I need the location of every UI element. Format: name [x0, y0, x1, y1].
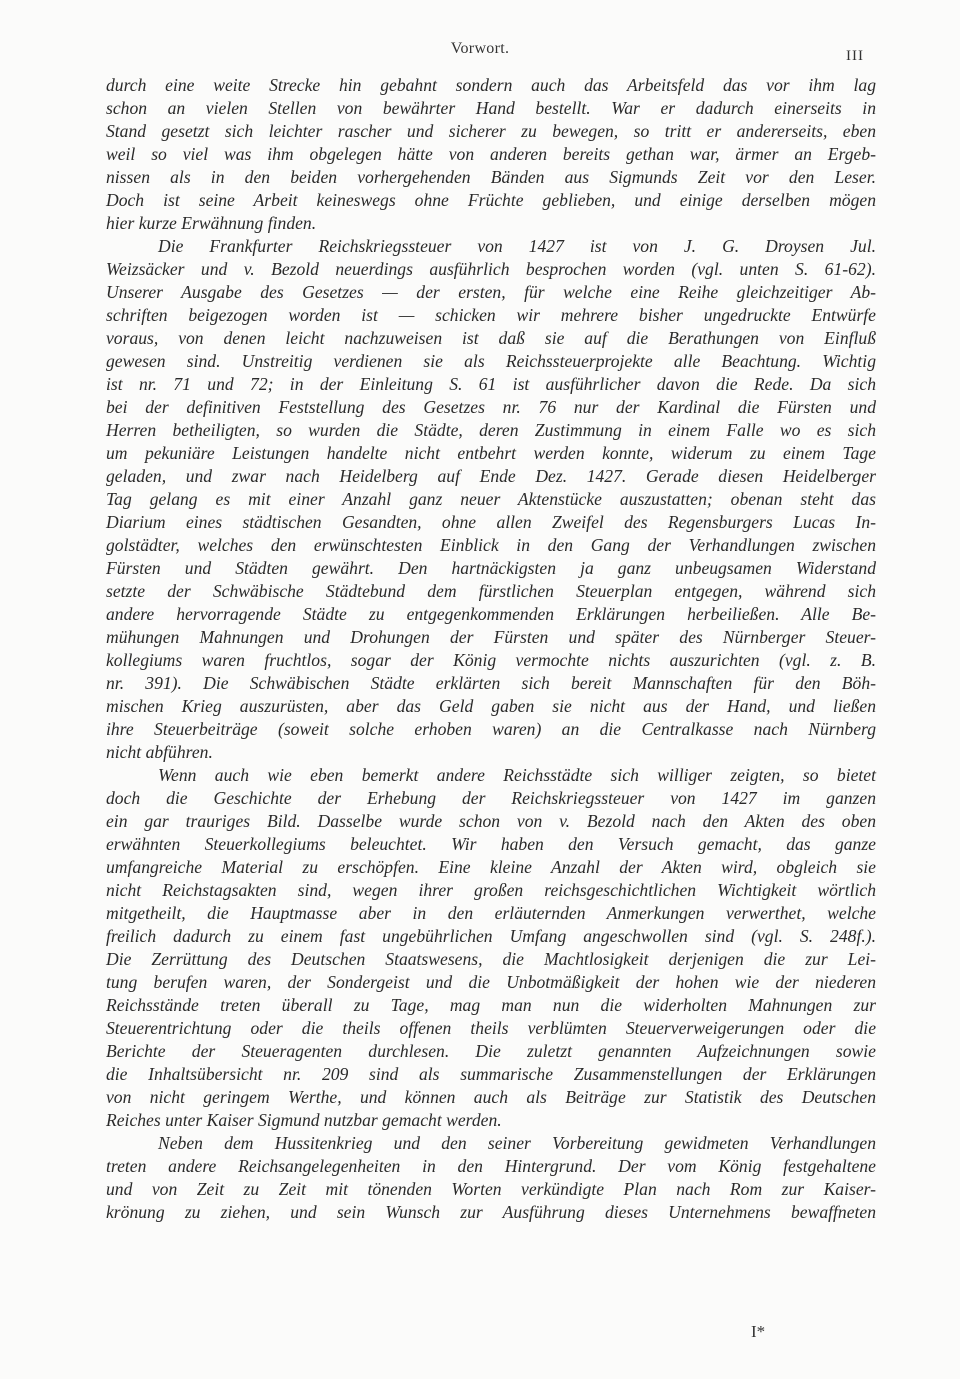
text-line: Unserer Ausgabe des Gesetzes — der ersten, für welche eine Reihe gleichzeitiger Ab-	[106, 282, 876, 302]
signature-mark: I*	[751, 1322, 766, 1341]
text-line: umfangreiche Material zu erschöpfen. Eine kleine Anzahl der Akten wird, obgleich sie	[106, 857, 876, 877]
running-head: Vorwort.	[450, 40, 510, 57]
text-line: ist nr. 71 und 72; in der Einleitung S. 61 ist ausführlicher davon die Rede. Da sich	[106, 374, 876, 394]
text-line: Fürsten und Städten gewährt. Den hartnäckigsten ja ganz unbeugsamen Widerstand	[106, 558, 876, 578]
text-line: voraus, von denen leicht nachzuweisen ist daß sie auf die Berathungen von Einfluß	[106, 328, 876, 348]
text-line: nissen als in den beiden vorhergehenden Bänden aus Sigmunds Zeit vor den Leser.	[106, 167, 876, 187]
text-line: Diarium eines städtischen Gesandten, ohne allen Zweifel des Regensburgers Lucas In-	[106, 512, 876, 532]
text-line: von nicht geringem Werthe, und können auch als Beiträge zur Statistik des Deutschen	[106, 1087, 876, 1107]
text-line: um pekuniäre Leistungen handelte nicht entbehrt werden konnte, widerum zu einem Tage	[106, 443, 876, 463]
text-line: ihre Steuerbeiträge (soweit solche erhoben waren) an die Centralkasse nach Nürnberg	[106, 719, 876, 739]
text-line: weil so viel was ihm obgelegen hätte von anderen bereits gethan war, ärmer an Ergeb-	[106, 144, 876, 164]
text-line: schriften beigezogen worden ist — schicken wir mehrere bisher ungedruckte Entwürfe	[106, 305, 876, 325]
text-line: Stand gesetzt sich leichter rascher und sicherer zu bewegen, so tritt er andererseits, eben	[106, 121, 876, 141]
text-line: golstädter, welches den erwünschtesten Einblick in den Gang der Verhandlungen zwischen	[106, 535, 876, 555]
text-line: nr. 391). Die Schwäbischen Städte erklärten sich bereit Mannschaften für den Böh-	[106, 673, 876, 693]
text-line: Reichsstände treten überall zu Tage, mag man nun die widerholten Mahnungen zur	[106, 995, 876, 1015]
text-line: Reiches unter Kaiser Sigmund nutzbar gemacht werden.	[106, 1110, 502, 1130]
text-line: setzte der Schwäbische Städtebund dem fürstlichen Steuerplan entgegen, während sich	[106, 581, 876, 601]
text-line: Berichte der Steueragenten durchlesen. Die zuletzt genannten Aufzeichnungen sowie	[106, 1041, 876, 1061]
text-line: freilich dadurch zu einem fast ungebührlichen Umfang angeschwollen sind (vgl. S. 248f.).	[106, 926, 876, 946]
text-line: krönung zu ziehen, und sein Wunsch zur Ausführung dieses Unternehmens bewaffneten	[106, 1202, 876, 1222]
text-line: gewesen sind. Unstreitig verdienen sie als Reichssteuerprojekte alle Beachtung. Wichtig	[106, 351, 876, 371]
text-line: nicht abführen.	[106, 742, 213, 762]
text-line: Wenn auch wie eben bemerkt andere Reichsstädte sich williger zeigten, so bietet	[158, 765, 876, 785]
text-line: bei der definitiven Feststellung des Gesetzes nr. 76 nur der Kardinal die Fürsten und	[106, 397, 876, 417]
text-line: Herren betheiligten, so wurden die Städte, deren Zustimmung in einem Falle wo es sich	[106, 420, 876, 440]
text-line: schon an vielen Stellen von bewährter Hand bestellt. War er dadurch einerseits in	[106, 98, 876, 118]
text-line: ein gar trauriges Bild. Dasselbe wurde schon von v. Bezold nach den Akten des oben	[106, 811, 876, 831]
text-line: Neben dem Hussitenkrieg und den seiner Vorbereitung gewidmeten Verhandlungen	[158, 1133, 876, 1153]
text-line: erwähnten Steuerkollegiums beleuchtet. Wir haben den Versuch gemacht, das ganze	[106, 834, 876, 854]
body-text	[106, 74, 876, 1224]
text-line: geladen, und zwar nach Heidelberg auf Ende Dez. 1427. Gerade diesen Heidelberger	[106, 466, 876, 486]
text-line: mühungen Mahnungen und Drohungen der Fürsten und später des Nürnberger Steuer-	[106, 627, 876, 647]
text-line: die Inhaltsübersicht nr. 209 sind als summarische Zusammenstellungen der Erklärungen	[106, 1064, 876, 1084]
text-line: Doch ist seine Arbeit keineswegs ohne Früchte geblieben, und einige derselben mögen	[106, 190, 876, 210]
text-line: Die Frankfurter Reichskriegssteuer von 1427 ist von J. G. Droysen Jul.	[158, 236, 876, 256]
text-line: Steuerentrichtung oder die theils offenen theils verblümten Steuerverweigerungen oder die	[106, 1018, 876, 1038]
text-line: hier kurze Erwähnung finden.	[106, 213, 317, 233]
text-line: kollegiums waren fruchtlos, sogar der König vermochte nichts auszurichten (vgl. z. B.	[106, 650, 876, 670]
text-line: und von Zeit zu Zeit mit tönenden Worten verkündigte Plan nach Rom zur Kaiser-	[106, 1179, 876, 1199]
text-line: durch eine weite Strecke hin gebahnt sondern auch das Arbeitsfeld das vor ihm lag	[106, 75, 876, 95]
text-line: Weizsäcker und v. Bezold neuerdings ausführlich besprochen worden (vgl. unten S. 61-62).	[106, 259, 876, 279]
text-line: treten andere Reichsangelegenheiten in den Hintergrund. Der vom König festgehaltene	[106, 1156, 876, 1176]
text-line: tung berufen waren, der Sondergeist und die Unbotmäßigkeit der hohen wie der niederen	[106, 972, 876, 992]
text-line: Die Zerrüttung des Deutschen Staatswesens, die Machtlosigkeit derjenigen die zur Lei-	[106, 949, 876, 969]
text-line: andere hervorragende Städte zu entgegenkommenden Erklärungen herbeiließen. Alle Be-	[106, 604, 876, 624]
text-line: mischen Krieg auszurüsten, aber das Geld gaben sie nicht aus der Hand, und ließen	[106, 696, 876, 716]
text-line: Tag gelang es mit einer Anzahl ganz neuer Aktenstücke auszustatten; obenan steht das	[106, 489, 876, 509]
text-line: mitgetheilt, die Hauptmasse aber in den erläuternden Anmerkungen verwerthet, welche	[106, 903, 876, 923]
text-line: doch die Geschichte der Erhebung der Reichskriegssteuer von 1427 im ganzen	[106, 788, 876, 808]
page-number: III	[846, 48, 864, 64]
text-line: nicht Reichstagsakten sind, wegen ihrer großen reichsgeschichtlichen Wichtigkeit wörtlich	[106, 880, 876, 900]
